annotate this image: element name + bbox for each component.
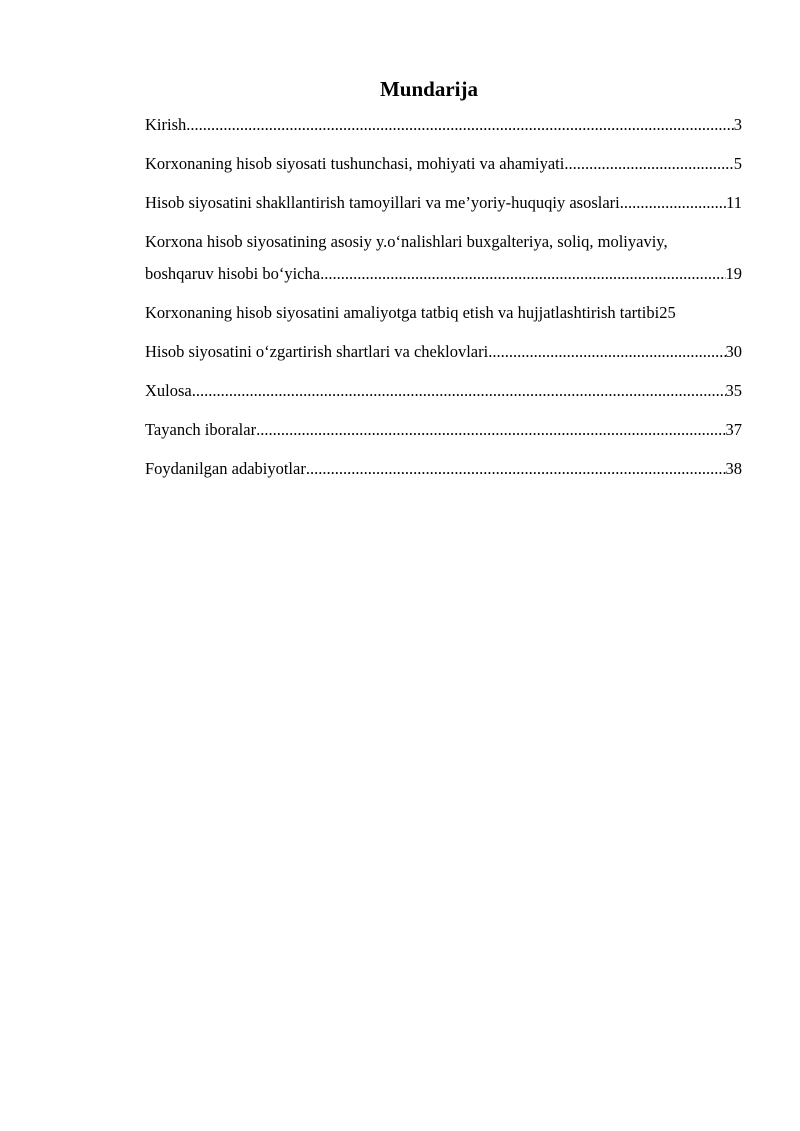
toc-entry-tayanch-iboralar[interactable] <box>145 419 742 441</box>
toc-page-number: 25 <box>659 303 676 322</box>
toc-entry-text: Korxonaning hisob siyosati tushunchasi, mohiyati va ahamiyati <box>145 154 565 173</box>
toc-entry-text: Korxonaning hisob siyosatini amaliyotga tatbiq etish va hujjatlashtirish tartibi <box>145 303 660 322</box>
toc-entry-tamoyillari[interactable] <box>145 192 742 214</box>
toc-dot-leader <box>320 263 725 285</box>
toc-entry-text: Kirish <box>145 115 187 134</box>
toc-entry-text: Tayanch iboralar <box>145 420 257 439</box>
toc-page-number: 30 <box>725 342 742 361</box>
page-title: Mundarija <box>379 77 478 101</box>
toc-page-number: 19 <box>725 264 742 283</box>
toc-dot-leader <box>488 341 725 363</box>
toc-entry-text: Xulosa <box>145 381 192 400</box>
table-of-contents <box>145 114 742 497</box>
toc-entry-kirish[interactable] <box>145 114 742 136</box>
toc-dot-leader <box>306 458 726 480</box>
toc-page-number: 3 <box>733 115 742 134</box>
toc-entry-ozgartirish[interactable] <box>145 341 742 363</box>
toc-entry-adabiyotlar[interactable] <box>145 458 742 480</box>
toc-dot-leader <box>186 114 734 136</box>
toc-page-number: 38 <box>725 459 742 478</box>
toc-page-number: 37 <box>725 420 742 439</box>
toc-entry-yonalishlari[interactable] <box>145 231 742 285</box>
toc-dot-leader <box>564 153 733 175</box>
toc-entry-text: Hisob siyosatini shakllantirish tamoyillari va me’yoriy-huquqiy asoslari <box>145 193 620 212</box>
toc-entry-text-line2: boshqaruv hisobi bo‘yicha <box>145 264 321 283</box>
toc-dot-leader <box>256 419 725 441</box>
toc-entry-tushunchasi[interactable] <box>145 153 742 175</box>
toc-page-number: 11 <box>726 193 742 212</box>
toc-entry-text: Foydanilgan adabiyotlar <box>145 459 306 478</box>
toc-page-number: 5 <box>733 154 742 173</box>
toc-dot-leader <box>620 192 726 214</box>
toc-dot-leader <box>192 380 726 402</box>
toc-entry-text: Hisob siyosatini o‘zgartirish shartlari va cheklovlari <box>145 342 489 361</box>
toc-entry-tatbiq[interactable] <box>145 302 750 324</box>
toc-page-number: 35 <box>725 381 742 400</box>
toc-entry-xulosa[interactable] <box>145 380 742 402</box>
toc-entry-text-line1: Korxona hisob siyosatining asosiy y.o‘nalishlari buxgalteriya, soliq, moliyaviy, <box>145 232 668 251</box>
